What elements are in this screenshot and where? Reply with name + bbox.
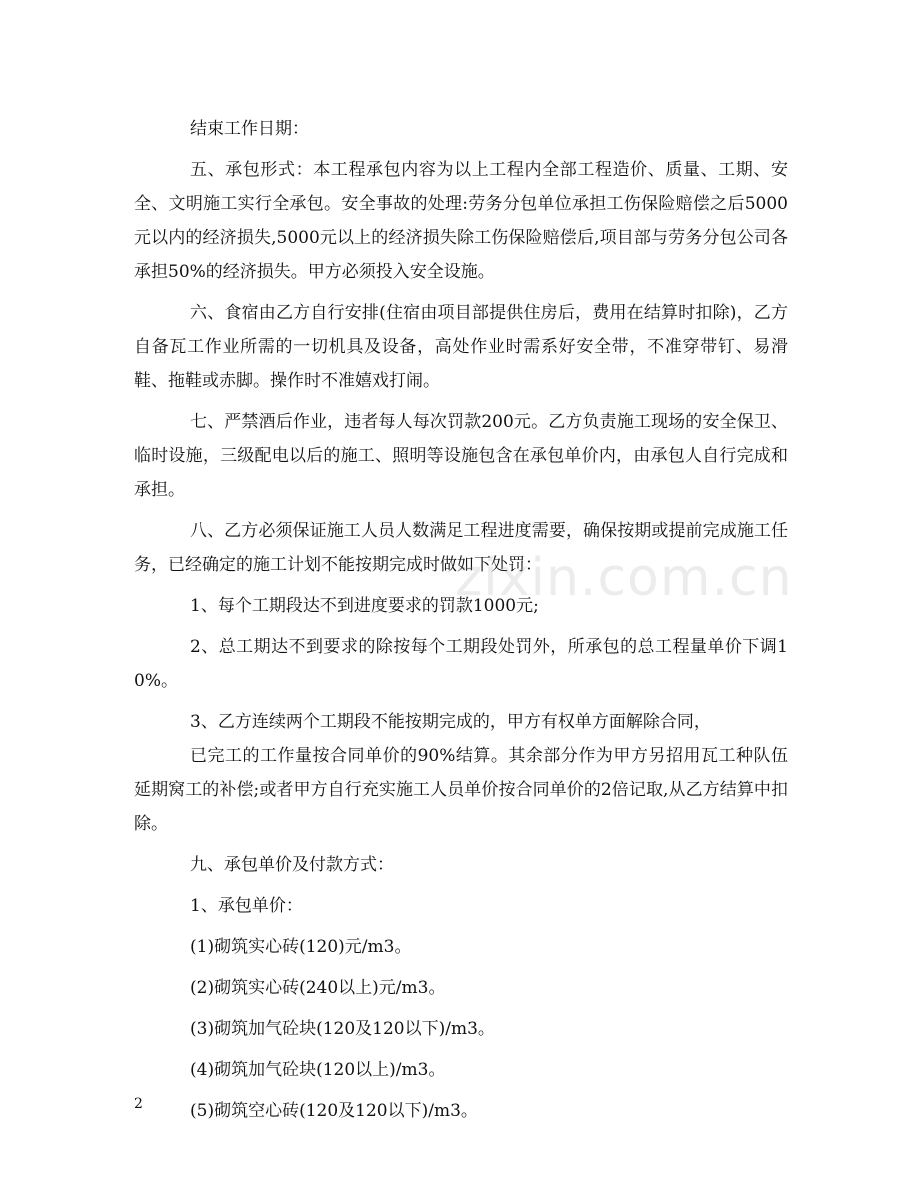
watermark: zixin.com.cn — [455, 548, 793, 608]
document-body — [134, 112, 788, 1128]
penalty-item-2: 2、总工期达不到要求的除按每个工期段处罚外，所承包的总工程量单价下调10%。 — [134, 637, 788, 691]
paragraph-settlement: 已完工的工作量按合同单价的90%结算。其余部分作为甲方另招用瓦工种队伍延期窝工的补偿;或者甲方自行充实施工人员单价按合同单价的2倍记取,从乙方结算中扣除。 — [134, 746, 788, 834]
price-item-4: (4)砌筑加气砼块(120以上)/m3。 — [190, 1060, 446, 1080]
price-item-2: (2)砌筑实心砖(240以上)元/m3。 — [190, 978, 446, 998]
price-item-3: (3)砌筑加气砼块(120及120以下)/m3。 — [190, 1019, 495, 1039]
page-number: 2 — [134, 1096, 143, 1112]
penalty-item-3: 3、乙方连续两个工期段不能按期完成的，甲方有权单方面解除合同， — [190, 712, 711, 732]
paragraph-section-7: 七、严禁酒后作业，违者每人每次罚款200元。乙方负责施工现场的安全保卫、临时设施，三级配电以后的施工、照明等设施包含在承包单价内，由承包人自行完成和承担。 — [134, 412, 788, 500]
penalty-item-1: 1、每个工期段达不到进度要求的罚款1000元; — [190, 596, 539, 616]
paragraph-section-8: 八、乙方必须保证施工人员人数满足工程进度需要，确保按期或提前完成施工任务，已经确定的施工计划不能按期完成时做如下处罚： — [134, 521, 788, 575]
paragraph-section-5: 五、承包形式：本工程承包内容为以上工程内全部工程造价、质量、工期、安全、文明施工实行全承包。安全事故的处理:劳务分包单位承担工伤保险赔偿之后5000元以内的经济损失,5000元以上的经济损失除工伤保险赔偿后,项目部与劳务分包公司各承担50%的经济损失。甲方必须投入安全设施。 — [134, 160, 788, 282]
paragraph-end-date: 结束工作日期： — [190, 119, 309, 139]
price-item-5: (5)砌筑空心砖(120及120以下)/m3。 — [190, 1101, 478, 1121]
price-item-1: (1)砌筑实心砖(120)元/m3。 — [190, 937, 412, 957]
paragraph-section-9: 九、承包单价及付款方式： — [190, 855, 394, 875]
unit-price-heading: 1、承包单价： — [190, 896, 303, 916]
paragraph-section-6: 六、食宿由乙方自行安排(住宿由项目部提供住房后，费用在结算时扣除)，乙方自备瓦工作业所需的一切机具及设备，高处作业时需系好安全带，不准穿带钉、易滑鞋、拖鞋或赤脚。操作时不准嬉戏打闹。 — [134, 303, 788, 391]
